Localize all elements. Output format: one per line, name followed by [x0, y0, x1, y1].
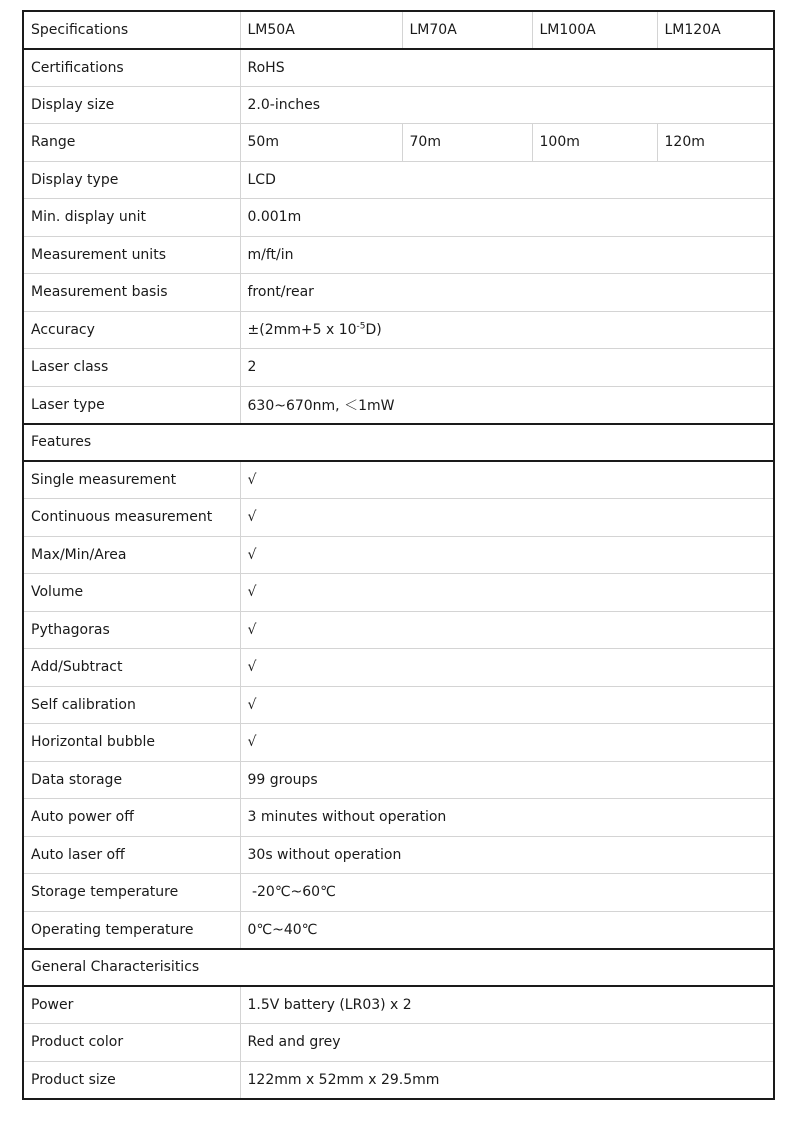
- row-value: m/ft/in: [240, 236, 774, 274]
- table-row: [23, 799, 774, 837]
- table-row: [23, 1024, 774, 1062]
- row-value: -20℃~60℃: [240, 874, 774, 912]
- table-row: [23, 349, 774, 387]
- row-value: 2.0-inches: [240, 86, 774, 124]
- table-row: [23, 686, 774, 724]
- row-label: Horizontal bubble: [23, 724, 240, 762]
- range-lm50a: 50m: [240, 124, 402, 162]
- table-row: [23, 386, 774, 424]
- row-label: Auto laser off: [23, 836, 240, 874]
- row-value: 3 minutes without operation: [240, 799, 774, 837]
- table-row: [23, 874, 774, 912]
- table-row: [23, 649, 774, 687]
- row-value: front/rear: [240, 274, 774, 312]
- accuracy-value: [240, 311, 774, 349]
- row-value: 2: [240, 349, 774, 387]
- section-row-features: [23, 424, 774, 462]
- row-value: 122mm x 52mm x 29.5mm: [240, 1061, 774, 1099]
- row-label: Laser class: [23, 349, 240, 387]
- row-value: √: [240, 461, 774, 499]
- row-value: √: [240, 686, 774, 724]
- row-label: Add/Subtract: [23, 649, 240, 687]
- model-lm120a: LM120A: [657, 11, 774, 49]
- row-value: √: [240, 649, 774, 687]
- row-label: Power: [23, 986, 240, 1024]
- row-label: Pythagoras: [23, 611, 240, 649]
- row-value: √: [240, 611, 774, 649]
- row-value: √: [240, 499, 774, 537]
- row-label: Laser type: [23, 386, 240, 424]
- table-row: [23, 574, 774, 612]
- table-row: [23, 724, 774, 762]
- row-label: Certifications: [23, 49, 240, 87]
- table-row: [23, 911, 774, 949]
- range-lm100a: 100m: [532, 124, 657, 162]
- row-label: Min. display unit: [23, 199, 240, 237]
- row-label: Measurement units: [23, 236, 240, 274]
- header-label: Specifications: [23, 11, 240, 49]
- row-label: Accuracy: [23, 311, 240, 349]
- table-row: [23, 1061, 774, 1099]
- row-value: 0℃~40℃: [240, 911, 774, 949]
- row-label: Measurement basis: [23, 274, 240, 312]
- row-value: 99 groups: [240, 761, 774, 799]
- row-label: Data storage: [23, 761, 240, 799]
- row-label: Self calibration: [23, 686, 240, 724]
- table-row: [23, 161, 774, 199]
- model-lm50a: LM50A: [240, 11, 402, 49]
- row-label: Product color: [23, 1024, 240, 1062]
- header-row: [23, 11, 774, 49]
- section-title: Features: [23, 424, 774, 462]
- row-value: 30s without operation: [240, 836, 774, 874]
- table-row: [23, 236, 774, 274]
- accuracy-base: ±(2mm+5 x 10: [247, 321, 357, 338]
- row-label: Range: [23, 124, 240, 162]
- row-value: 1.5V battery (LR03) x 2: [240, 986, 774, 1024]
- table-row: [23, 124, 774, 162]
- section-row-general: [23, 949, 774, 987]
- table-row: [23, 461, 774, 499]
- table-row: [23, 536, 774, 574]
- table-row: [23, 611, 774, 649]
- table-row: [23, 761, 774, 799]
- row-value: √: [240, 536, 774, 574]
- section-title: General Characterisitics: [23, 949, 774, 987]
- table-row: [23, 311, 774, 349]
- table-row: [23, 986, 774, 1024]
- row-label: Product size: [23, 1061, 240, 1099]
- model-lm100a: LM100A: [532, 11, 657, 49]
- row-value: 0.001m: [240, 199, 774, 237]
- model-lm70a: LM70A: [402, 11, 532, 49]
- range-lm70a: 70m: [402, 124, 532, 162]
- accuracy-suffix: D): [365, 321, 382, 338]
- row-label: Display type: [23, 161, 240, 199]
- row-value: 630~670nm, ＜1mW: [240, 386, 774, 424]
- row-value: √: [240, 724, 774, 762]
- range-lm120a: 120m: [657, 124, 774, 162]
- table-row: [23, 274, 774, 312]
- row-label: Single measurement: [23, 461, 240, 499]
- row-label: Storage temperature: [23, 874, 240, 912]
- row-label: Operating temperature: [23, 911, 240, 949]
- spec-table: [22, 10, 775, 1100]
- table-row: [23, 836, 774, 874]
- row-label: Max/Min/Area: [23, 536, 240, 574]
- row-value: √: [240, 574, 774, 612]
- row-label: Auto power off: [23, 799, 240, 837]
- row-value: RoHS: [240, 49, 774, 87]
- row-value: LCD: [240, 161, 774, 199]
- table-row: [23, 49, 774, 87]
- row-value: Red and grey: [240, 1024, 774, 1062]
- accuracy-exponent: -5: [356, 321, 366, 332]
- row-label: Volume: [23, 574, 240, 612]
- table-row: [23, 499, 774, 537]
- row-label: Continuous measurement: [23, 499, 240, 537]
- row-label: Display size: [23, 86, 240, 124]
- table-row: [23, 86, 774, 124]
- table-row: [23, 199, 774, 237]
